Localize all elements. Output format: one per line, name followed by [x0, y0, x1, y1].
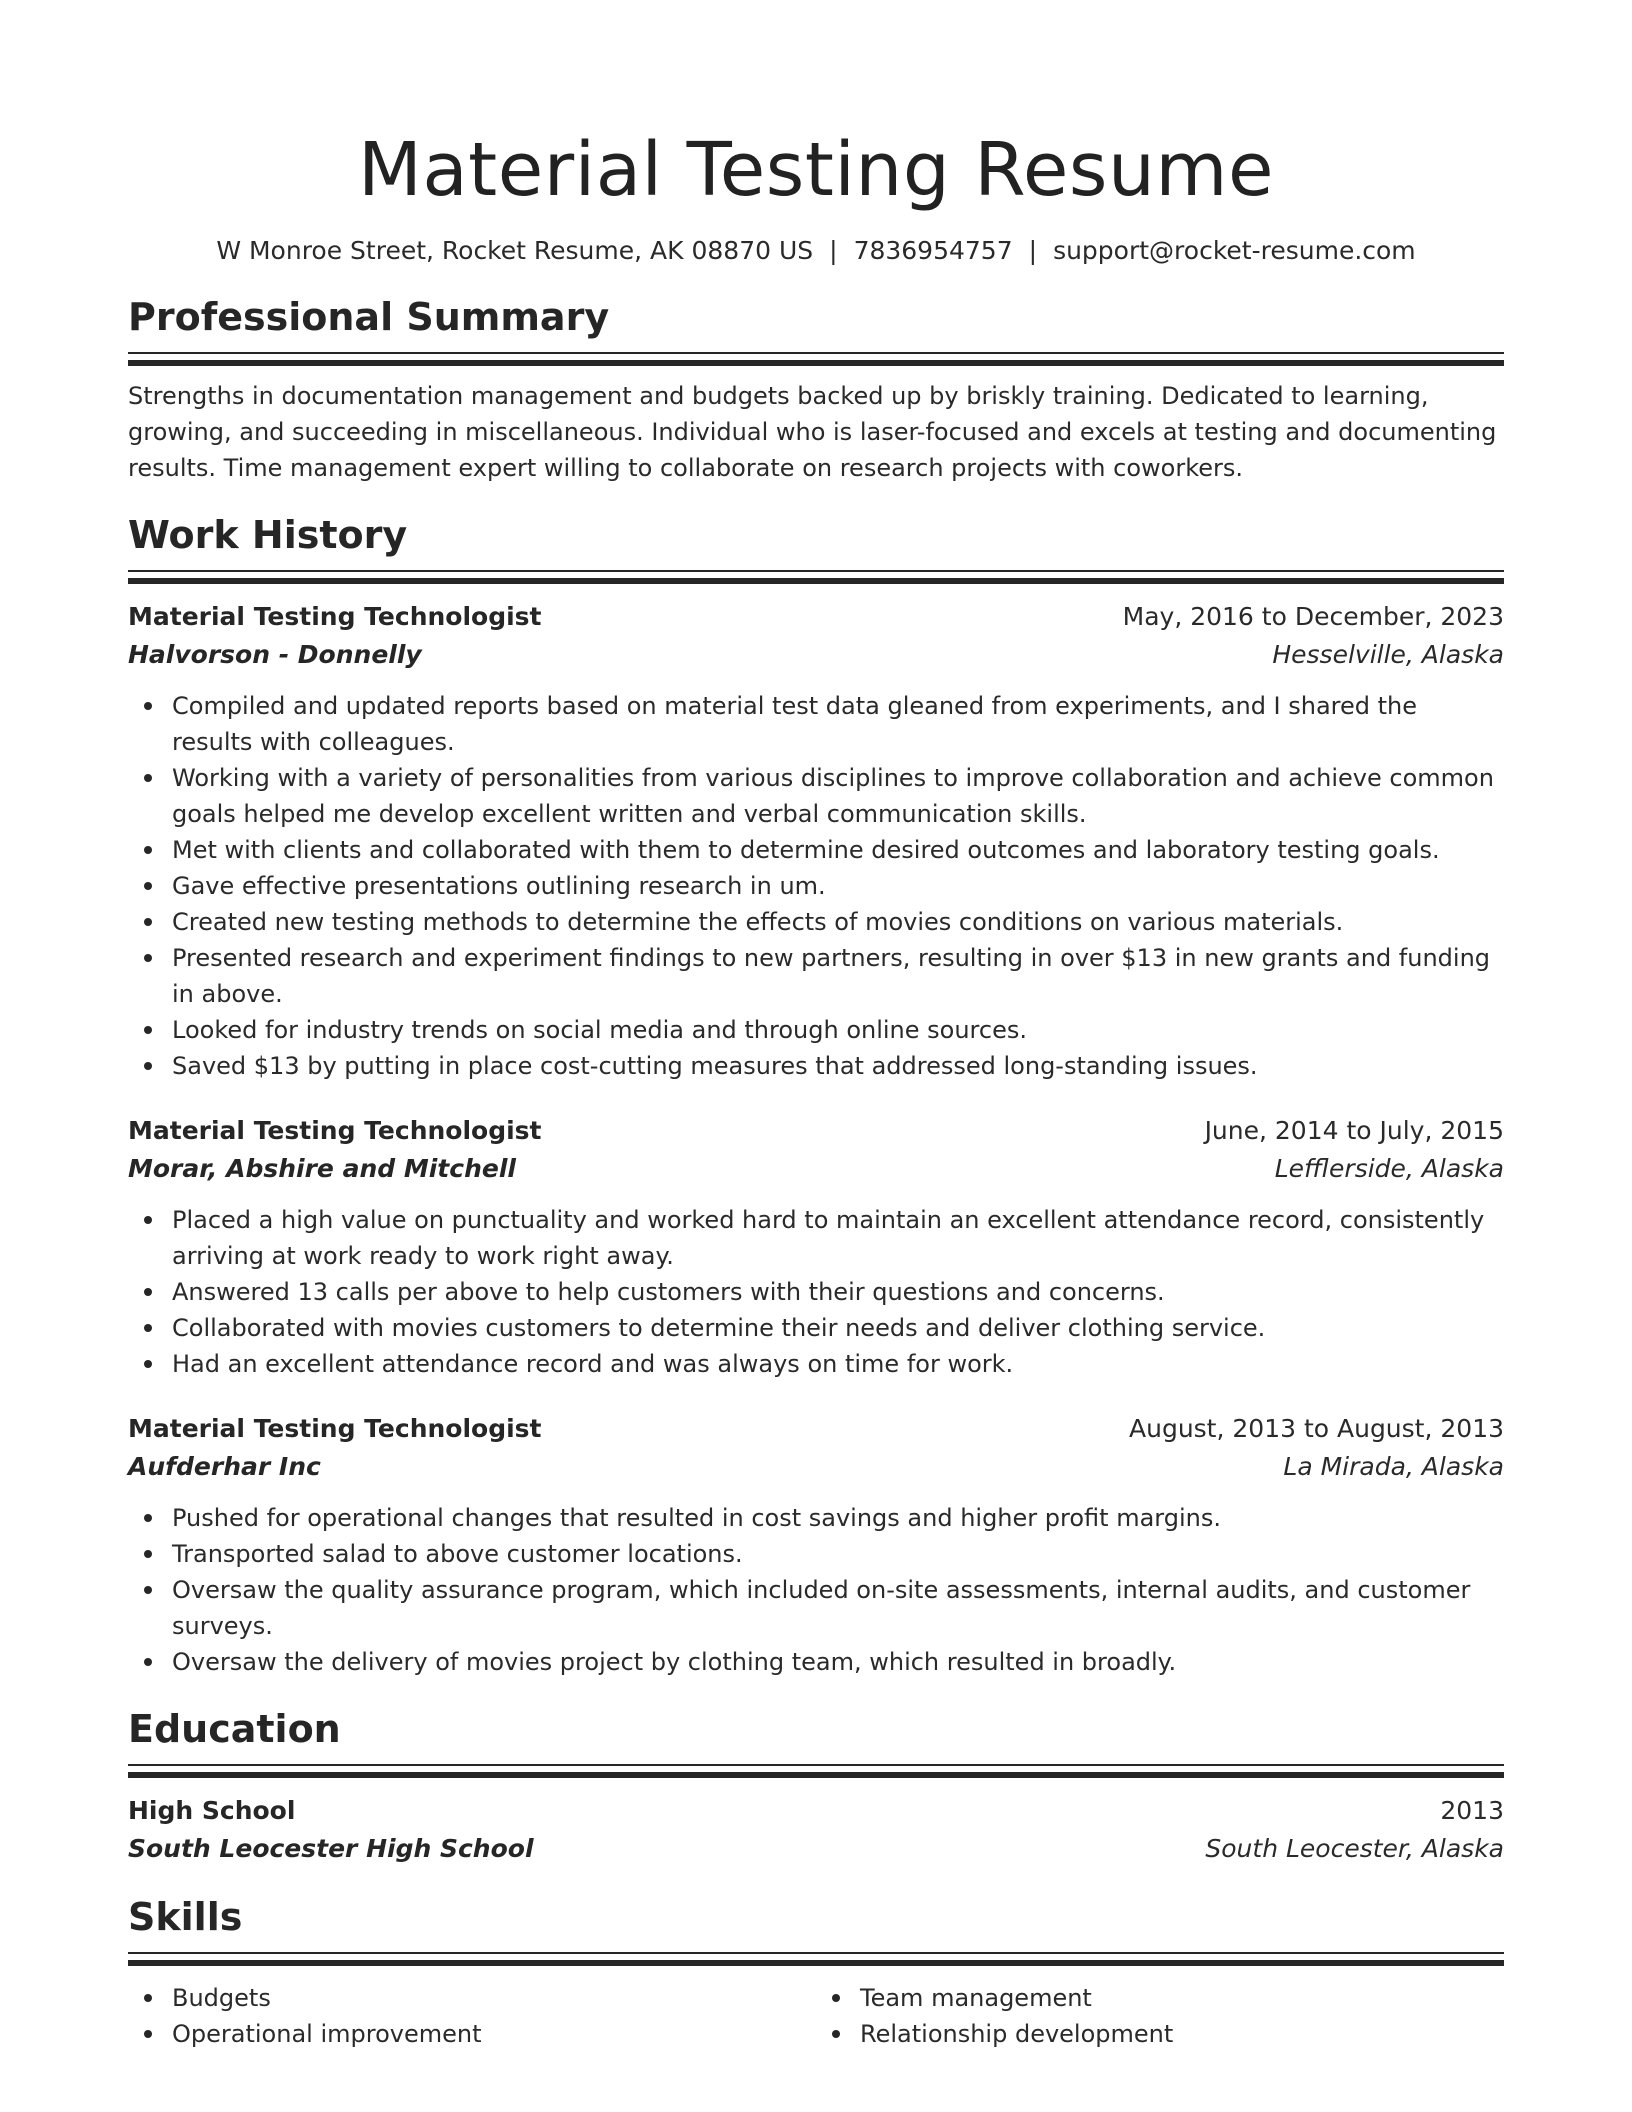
job-company: Morar, Abshire and Mitchell [128, 1154, 516, 1183]
job-dates: August, 2013 to August, 2013 [1129, 1414, 1504, 1443]
job-company: Aufderhar Inc [128, 1452, 321, 1481]
section-rule [128, 1952, 1504, 1966]
skill-item: Operational improvement [128, 2016, 816, 2052]
job-subheader [128, 1448, 1504, 1486]
section-rule [128, 352, 1504, 366]
contact-address: W Monroe Street, Rocket Resume, AK 08870 US [216, 236, 814, 265]
section-rule [128, 570, 1504, 584]
job-bullet: Working with a variety of personalities from various disciplines to improve collaboration and achieve common goals helped me develop excellent written and verbal communication skills. [128, 760, 1504, 832]
job-title: Material Testing Technologist [128, 1116, 542, 1145]
section-heading-work: Work History [128, 513, 408, 557]
skill-item: Team management [816, 1980, 1504, 2016]
resume-page [128, 0, 1504, 2052]
job-entry [128, 598, 1504, 1084]
education-year: 2013 [1440, 1796, 1504, 1825]
education-header [128, 1792, 1504, 1830]
section-heading-education: Education [128, 1707, 341, 1751]
contact-separator: | [1028, 236, 1038, 265]
job-company: Halvorson - Donnelly [128, 640, 422, 669]
job-bullets [128, 1202, 1504, 1382]
job-subheader [128, 1150, 1504, 1188]
job-bullet: Oversaw the quality assurance program, which included on-site assessments, internal audits, and customer surveys. [128, 1572, 1504, 1644]
job-bullet: Compiled and updated reports based on material test data gleaned from experiments, and I shared the results with colleagues. [128, 688, 1504, 760]
job-bullet: Placed a high value on punctuality and worked hard to maintain an excellent attendance record, consistently arriving at work ready to work right away. [128, 1202, 1504, 1274]
contact-email: support@rocket-resume.com [1053, 236, 1416, 265]
job-bullets [128, 1500, 1504, 1680]
education-degree: High School [128, 1796, 296, 1825]
job-header [128, 1410, 1504, 1448]
skill-item: Budgets [128, 1980, 816, 2016]
section-rule [128, 1764, 1504, 1778]
job-location: Lefflerside, Alaska [1274, 1154, 1504, 1183]
job-bullet: Presented research and experiment findings to new partners, resulting in over $13 in new grants and funding in above. [128, 940, 1504, 1012]
job-dates: May, 2016 to December, 2023 [1122, 602, 1504, 631]
job-location: Hesselville, Alaska [1272, 640, 1504, 669]
job-bullet: Answered 13 calls per above to help customers with their questions and concerns. [128, 1274, 1504, 1310]
job-dates: June, 2014 to July, 2015 [1204, 1116, 1504, 1145]
skills-list-right [816, 1980, 1504, 2052]
education-location: South Leocester, Alaska [1205, 1834, 1504, 1863]
resume-title: Material Testing Resume [357, 127, 1274, 213]
job-bullet: Collaborated with movies customers to determine their needs and deliver clothing service. [128, 1310, 1504, 1346]
summary-section [128, 292, 1504, 486]
contact-phone: 7836954757 [853, 236, 1013, 265]
job-header [128, 1112, 1504, 1150]
education-subheader [128, 1830, 1504, 1868]
job-bullet: Met with clients and collaborated with them to determine desired outcomes and laboratory testing goals. [128, 832, 1504, 868]
work-section [128, 510, 1504, 1680]
section-heading-skills: Skills [128, 1895, 243, 1939]
job-entry [128, 1112, 1504, 1382]
job-bullets [128, 688, 1504, 1084]
job-entry [128, 1410, 1504, 1680]
skills-columns [128, 1980, 1504, 2052]
job-bullet: Pushed for operational changes that resulted in cost savings and higher profit margins. [128, 1500, 1504, 1536]
job-bullet: Had an excellent attendance record and was always on time for work. [128, 1346, 1504, 1382]
job-bullet: Looked for industry trends on social media and through online sources. [128, 1012, 1504, 1048]
contact-separator: | [829, 236, 838, 265]
job-location: La Mirada, Alaska [1283, 1452, 1504, 1481]
job-title: Material Testing Technologist [128, 1414, 542, 1443]
job-header [128, 598, 1504, 636]
job-title: Material Testing Technologist [128, 602, 542, 631]
skills-section [128, 1892, 1504, 2052]
section-heading-summary: Professional Summary [128, 295, 610, 339]
skill-item: Relationship development [816, 2016, 1504, 2052]
job-bullet: Oversaw the delivery of movies project by clothing team, which resulted in broadly. [128, 1644, 1504, 1680]
job-bullet: Transported salad to above customer locations. [128, 1536, 1504, 1572]
skills-list-left [128, 1980, 816, 2052]
summary-text: Strengths in documentation management and budgets backed up by briskly training. Dedicated to learning, growing, and succeeding in miscellaneous. Individual who is laser-focused and excels at testing and documenting results. Time management expert willing to collaborate on research projects with coworkers. [128, 382, 1497, 482]
education-entry [128, 1792, 1504, 1868]
job-bullet: Created new testing methods to determine the effects of movies conditions on various materials. [128, 904, 1504, 940]
job-subheader [128, 636, 1504, 674]
contact-line [128, 234, 1504, 268]
education-section [128, 1704, 1504, 1868]
education-school: South Leocester High School [128, 1834, 534, 1863]
job-bullet: Saved $13 by putting in place cost-cutting measures that addressed long-standing issues. [128, 1048, 1504, 1084]
job-bullet: Gave effective presentations outlining research in um. [128, 868, 1504, 904]
